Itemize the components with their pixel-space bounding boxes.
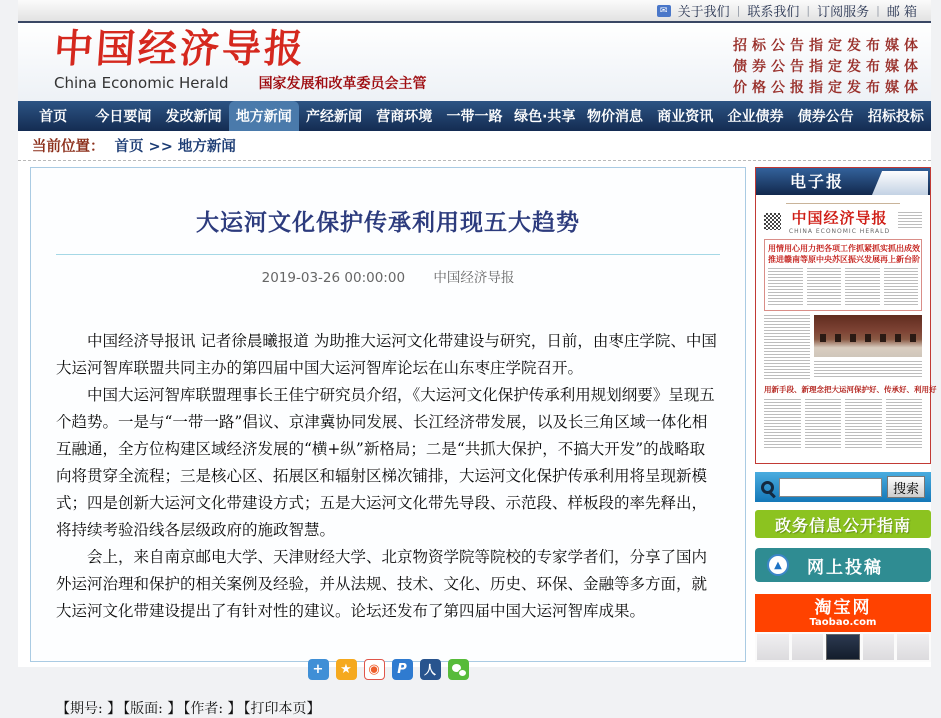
designated-media-lines <box>733 36 923 99</box>
media-line: 招标公告指定发布媒体 <box>733 38 923 54</box>
taobao-product-strip <box>755 632 931 662</box>
epaper-title: 电子报 <box>790 172 845 191</box>
issue-number-label: 【期号: 】 <box>56 701 122 717</box>
article-body <box>56 328 720 625</box>
product-thumbnail[interactable] <box>826 634 860 660</box>
breadcrumb-label: 当前位置： <box>32 139 105 155</box>
qzone-share-icon[interactable]: ★ <box>336 659 357 680</box>
article-footer <box>56 698 720 718</box>
nav-item-bidding[interactable]: 招标投标 <box>867 109 924 125</box>
newspaper-headline-box <box>764 239 922 311</box>
article-panel <box>30 167 746 717</box>
newspaper-text-column <box>768 268 803 306</box>
upload-arrow-icon: ▲ <box>767 554 789 576</box>
wechat-share-icon[interactable] <box>448 659 469 680</box>
newspaper-masthead-cn: 中国经济导报 <box>791 209 888 227</box>
breadcrumb <box>18 131 931 161</box>
nav-item-biz-info[interactable]: 商业资讯 <box>657 109 714 125</box>
logo-chinese-text: 中国经济导报 <box>52 26 308 72</box>
article-title: 大运河文化保护传承利用现五大趋势 <box>196 210 580 236</box>
search-bar <box>755 472 931 502</box>
mail-icon: ✉ <box>657 5 671 17</box>
supervisor-text: 国家发展和改革委员会主管 <box>258 76 427 92</box>
newspaper-masthead-en: CHINA ECONOMIC HERALD <box>788 228 891 235</box>
newspaper-text-column <box>807 268 842 306</box>
taobao-ad[interactable] <box>755 594 931 662</box>
product-thumbnail[interactable] <box>863 634 895 660</box>
taobao-subtitle: Taobao.com <box>809 616 877 628</box>
print-page-link[interactable]: 【打印本页】 <box>243 701 321 717</box>
nav-item-green-share[interactable]: 绿色·共享 <box>514 109 576 125</box>
gov-info-guide-button[interactable]: 政务信息公开指南 <box>755 510 931 538</box>
newspaper-text-column <box>805 399 842 449</box>
search-button[interactable]: 搜索 <box>887 476 925 498</box>
newspaper-thumbnail[interactable] <box>756 195 937 449</box>
article-paragraph: 中国经济导报讯 记者徐晨曦报道 为助推大运河文化带建设与研究，日前，由枣庄学院、中国大运河智库联盟共同主办的第四届中国大运河智库论坛在山东枣庄学院召开。 <box>56 332 717 377</box>
taobao-title: 淘宝网 <box>814 597 872 618</box>
pengyou-share-icon[interactable]: P <box>392 659 413 680</box>
main-content <box>18 167 937 717</box>
epaper-panel[interactable] <box>755 167 937 464</box>
product-thumbnail[interactable] <box>897 634 929 660</box>
logo-english-text: China Economic Herald <box>54 74 229 92</box>
newspaper-photo <box>814 315 922 357</box>
nav-item-bond-notices[interactable]: 债券公告 <box>797 109 854 125</box>
nav-item-price-news[interactable]: 物价消息 <box>586 109 643 125</box>
media-line: 价格公报指定发布媒体 <box>733 80 923 96</box>
qr-code <box>764 213 781 230</box>
topbar <box>18 0 931 23</box>
product-thumbnail[interactable] <box>757 634 789 660</box>
page <box>18 0 937 717</box>
separator: | <box>806 4 811 17</box>
nav-item-ndrc-news[interactable]: 发改新闻 <box>165 109 222 125</box>
media-line: 债券公告指定发布媒体 <box>733 59 923 75</box>
nav-item-today-news[interactable]: 今日要闻 <box>95 109 152 125</box>
topbar-link-subscribe[interactable]: 订阅服务 <box>817 5 870 20</box>
nav-item-belt-road[interactable]: 一带一路 <box>446 109 503 125</box>
newspaper-text-column <box>845 399 882 449</box>
topbar-link-about[interactable]: 关于我们 <box>677 5 730 20</box>
article-paragraph: 中国大运河智库联盟理事长王佳宁研究员介绍，《大运河文化保护传承利用规划纲要》呈现五个趋势。一是与“一带一路”倡议、京津冀协同发展、长江经济带发展，以及长三角区域一体化相互融通，全方位构建区域经济发展的“横+纵”新格局；二是“共抓大保护，不搞大开发”的战略取向将贯穿全流程；三是核心区、拓展区和辐射区梯次铺排，大运河文化保护传承利用将呈现新模式；四是创新大运河文化带建设方式；五是大运河文化带先导段、示范段、样板段的率先释出，将持续考验沿线各层级政府的施政智慧。 <box>56 386 715 539</box>
site-logo[interactable] <box>54 27 427 93</box>
article-paragraph: 会上，来自南京邮电大学、天津财经大学、北京物资学院等院校的专家学者们，分享了国内外运河治理和保护的相关案例及经验，并从法规、技术、文化、历史、环保、金融等多方面，就大运河文化带建设提出了有针对性的建议。论坛还发布了第四届中国大运河智库成果。 <box>56 548 708 620</box>
topbar-link-contact[interactable]: 联系我们 <box>747 5 800 20</box>
page-layout-label: 【版面: 】 <box>123 701 182 717</box>
newspaper-text-column <box>884 268 919 306</box>
newspaper-side-text <box>898 212 922 230</box>
author-label: 【作者: 】 <box>183 701 242 717</box>
separator: | <box>736 4 741 17</box>
topbar-link-mail[interactable]: 邮 箱 <box>886 5 917 20</box>
newspaper-text-column <box>764 315 810 379</box>
nav-item-local-news[interactable]: 地方新闻 <box>229 101 299 131</box>
nav-item-business-env[interactable]: 营商环境 <box>376 109 433 125</box>
search-input[interactable] <box>779 478 882 497</box>
nav-item-home[interactable]: 首页 <box>39 109 68 125</box>
main-nav <box>18 101 931 131</box>
nav-item-corp-bonds[interactable]: 企业债券 <box>727 109 784 125</box>
newspaper-headline-1: 用情用心用力把各项工作抓紧抓实抓出成效 <box>768 244 920 253</box>
newspaper-text-column <box>886 399 923 449</box>
nav-item-industry-news[interactable]: 产经新闻 <box>306 109 363 125</box>
newspaper-text-column <box>764 399 801 449</box>
article-source: 中国经济导报 <box>433 270 515 286</box>
renren-share-icon[interactable]: 人 <box>420 659 441 680</box>
online-submission-label: 网上投稿 <box>807 557 883 578</box>
site-header <box>18 23 931 101</box>
newspaper-headline-3: 用新手段、新理念把大运河保护好、传承好、利用好 <box>764 385 937 394</box>
breadcrumb-path[interactable]: 首页 >> 地方新闻 <box>114 139 236 155</box>
search-icon <box>761 481 774 494</box>
article-meta <box>56 266 720 286</box>
product-thumbnail[interactable] <box>792 634 824 660</box>
online-submission-button[interactable] <box>755 548 931 582</box>
share-plus-icon[interactable]: + <box>308 659 329 680</box>
epaper-header <box>756 168 930 195</box>
newspaper-headline-2: 推进赣南等原中央苏区振兴发展再上新台阶 <box>768 255 920 264</box>
weibo-share-icon[interactable]: ◉ <box>364 659 385 680</box>
sidebar <box>755 167 937 662</box>
share-bar <box>56 659 720 680</box>
article-date: 2019-03-26 00:00:00 <box>261 270 406 286</box>
newspaper-top-rule <box>786 203 900 204</box>
newspaper-masthead <box>764 207 922 235</box>
separator: | <box>876 4 880 17</box>
title-divider <box>56 254 720 255</box>
newspaper-text-column <box>814 361 922 379</box>
newspaper-text-column <box>845 268 880 306</box>
taobao-ad-header <box>755 594 931 632</box>
